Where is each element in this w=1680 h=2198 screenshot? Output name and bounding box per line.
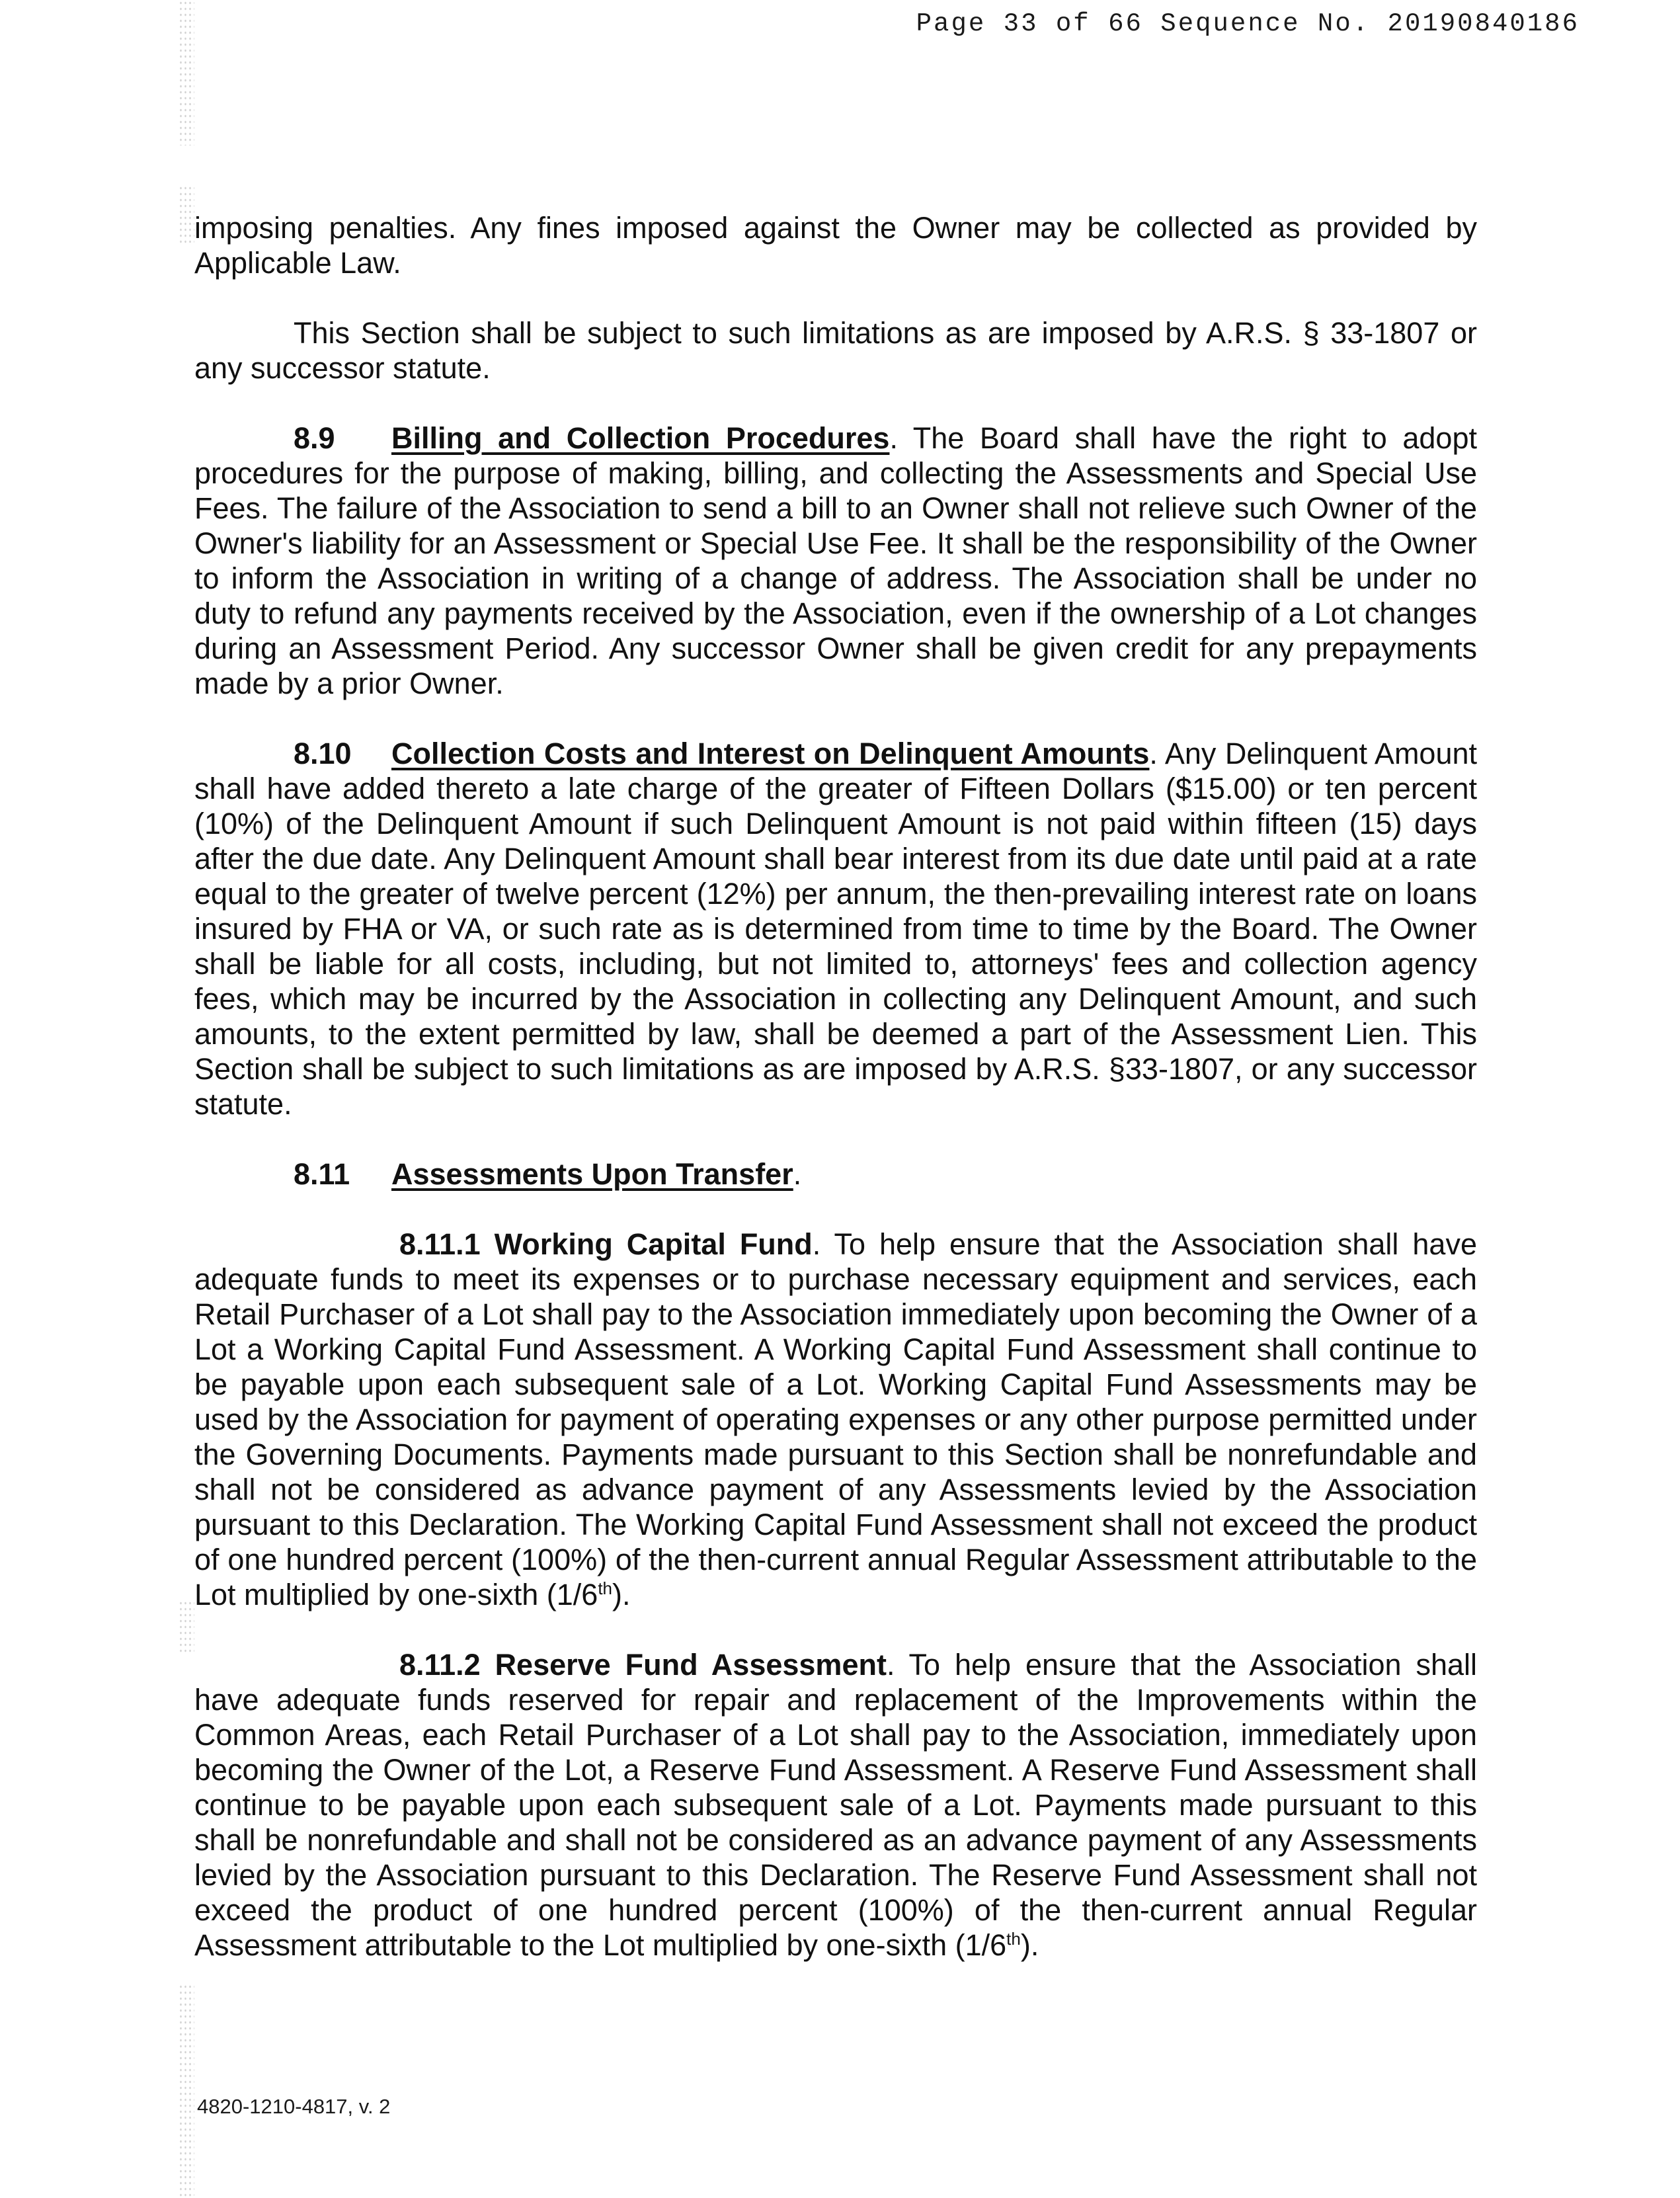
section-8-11: [194, 1157, 1477, 1192]
section-title: Collection Costs and Interest on Delinquent Amounts: [391, 737, 1150, 770]
subsection-text: . To help ensure that the Association shall have adequate funds to meet its expenses or to purchase necessary equipment and services, each Retail Purchaser of a Lot shall pay to the Association immediately upon becoming the Owner of a Lot a Working Capital Fund Assessment. A Working Capital Fund Assessment shall continue to be payable upon each subsequent sale of a Lot. Working Capital Fund Assessments may be used by the Association for payment of operating expenses or any other purpose permitted under the Governing Documents. Payments made pursuant to this Section shall be nonrefundable and shall not be considered as advance payment of any Assessments levied by the Association pursuant to this Declaration. The Working Capital Fund Assessment shall not exceed the product of one hundred percent (100%) of the then-current annual Regular Assessment attributable to the Lot multiplied by one-sixth (1/6: [194, 1227, 1477, 1611]
section-punctuation: .: [793, 1157, 802, 1191]
section-text: . Any Delinquent Amount shall have added thereto a late charge of the greater of Fifteen Dollars ($15.00) or ten percent (10%) of the Delinquent Amount if such Delinquent Amount is not paid within fifteen (15) days after the due date. Any Delinquent Amount shall bear interest from its due date until paid at a rate equal to the greater of twelve percent (12%) per annum, the then-prevailing interest rate on loans insured by FHA or VA, or such rate as is determined from time to time by the Board. The Owner shall be liable for all costs, including, but not limited to, attorneys' fees and collection agency fees, which may be incurred by the Association in collecting any Delinquent Amount, and such amounts, to the extent permitted by law, shall be deemed a part of the Assessment Lien. This Section shall be subject to such limitations as are imposed by A.R.S. §33-1807, or any successor statute.: [194, 737, 1478, 1121]
subsection-number: 8.11.1: [399, 1227, 481, 1261]
section-number: 8.9: [294, 421, 335, 455]
page-sequence-header: Page 33 of 66 Sequence No. 20190840186: [916, 9, 1580, 38]
section-8-10: [194, 736, 1477, 1121]
section-title: Billing and Collection Procedures: [391, 421, 890, 455]
document-id-footer: 4820-1210-4817, v. 2: [197, 2095, 391, 2118]
subsection-text: . To help ensure that the Association shall have adequate funds reserved for repair and replacement of the Improvements within the Common Areas, each Retail Purchaser of a Lot shall pay to the Association, immediately upon becoming the Owner of the Lot, a Reserve Fund Assessment. A Reserve Fund Assessment shall continue to be payable upon each subsequent sale of a Lot. Payments made pursuant to this shall be nonrefundable and shall not be considered as an advance payment of any Assessments levied by the Association pursuant to this Declaration. The Reserve Fund Assessment shall not exceed the product of one hundred percent (100%) of the then-current annual Regular Assessment attributable to the Lot multiplied by one-sixth (1/6: [194, 1648, 1477, 1962]
ordinal-superscript: th: [1006, 1929, 1021, 1949]
section-number: 8.10: [294, 737, 352, 770]
section-number: 8.11: [294, 1157, 350, 1191]
subsection-end: ).: [612, 1578, 631, 1611]
section-title: Assessments Upon Transfer: [391, 1157, 793, 1191]
section-8-11-1: [194, 1227, 1477, 1612]
paragraph-penalties: imposing penalties. Any fines imposed against the Owner may be collected as provided by Applicable Law.: [194, 211, 1477, 280]
scan-noise: [179, 1984, 194, 2198]
subsection-title: Reserve Fund Assessment: [495, 1648, 887, 1682]
subsection-title: Working Capital Fund: [494, 1227, 813, 1261]
section-8-11-2: [194, 1647, 1477, 1963]
ordinal-superscript: th: [598, 1578, 612, 1598]
scan-noise: [179, 0, 194, 145]
scan-noise: [179, 1600, 194, 1653]
subsection-number: 8.11.2: [399, 1648, 481, 1682]
document-body: [194, 210, 1477, 1963]
section-8-9: [194, 421, 1477, 701]
scan-noise: [179, 185, 194, 245]
section-text: . The Board shall have the right to adopt procedures for the purpose of making, billing, and collecting the Assessments and Special Use Fees. The failure of the Association to send a bill to an Owner shall not relieve such Owner of the Owner's liability for an Assessment or Special Use Fee. It shall be the responsibility of the Owner to inform the Association in writing of a change of address. The Association shall be under no duty to refund any payments received by the Association, even if the ownership of a Lot changes during an Assessment Period. Any successor Owner shall be given credit for any prepayments made by a prior Owner.: [194, 421, 1477, 700]
subsection-end: ).: [1020, 1928, 1039, 1962]
paragraph-limitations: This Section shall be subject to such limitations as are imposed by A.R.S. § 33-1807 or any successor statute.: [194, 316, 1477, 385]
